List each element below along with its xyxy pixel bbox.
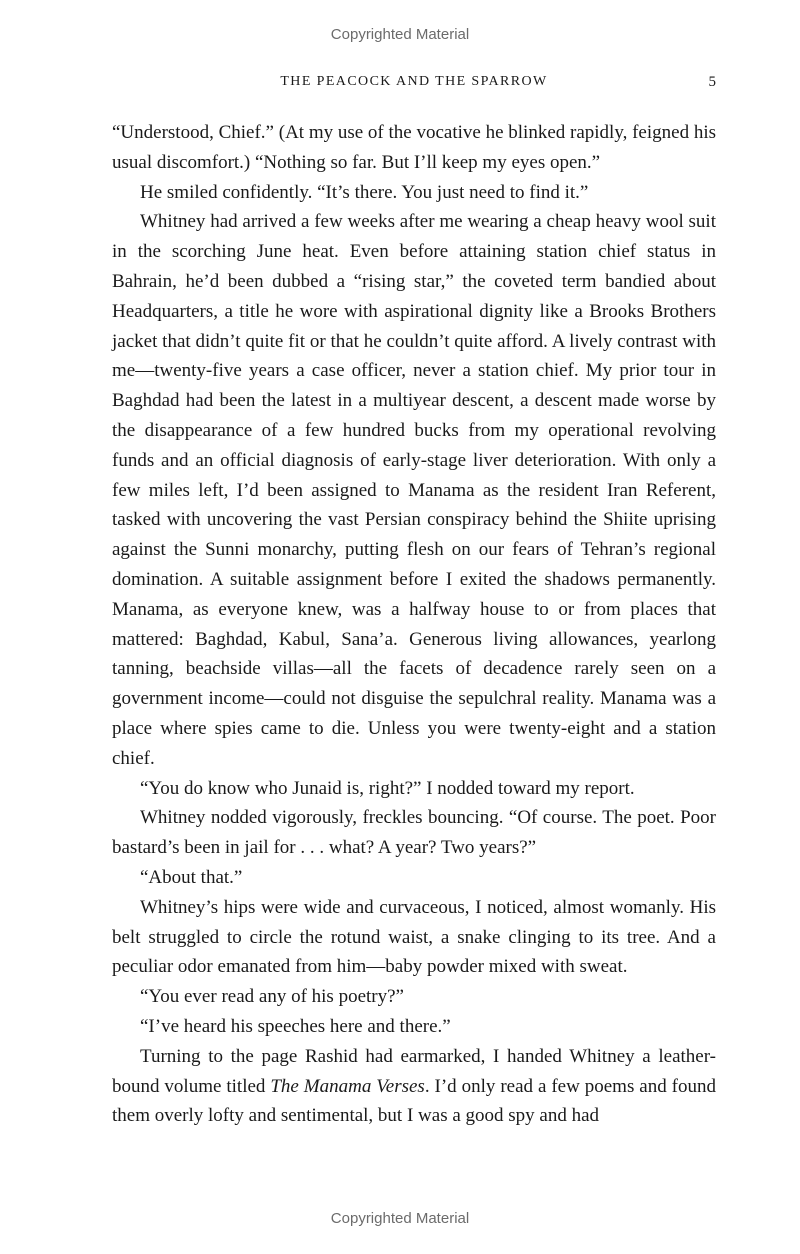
page-number: 5 — [708, 74, 716, 90]
paragraph-1: “Understood, Chief.” (At my use of the vocative he blinked rapidly, feigned his usual discomfort.) “Nothing so far. But I’ll keep my eyes open.” — [112, 122, 716, 173]
paragraph-7: Whitney’s hips were wide and curvaceous, I noticed, almost womanly. His belt struggled to circle the rotund waist, a snake clinging to its tree. And a peculiar odor emanated from him—baby powder mixed with sweat. — [112, 896, 716, 978]
paragraph-3: Whitney had arrived a few weeks after me wearing a cheap heavy wool suit in the scorching June heat. Even before attaining station chief status in Bahrain, he’d been dubbed a “rising star,” the coveted term bandied about Headquarters, a title he wore with aspirational dignity like a Brooks Brothers jacket that didn’t quite fit or that he couldn’t quite afford. A lively contrast with me—twenty-five years a case officer, never a station chief. My prior tour in Baghdad had been the latest in a multiyear descent, a descent made worse by the disappearance of a few hundred bucks from my operational revolving funds and an official diagnosis of early-stage liver deterioration. With only a few miles left, I’d been assigned to Manama as the resident Iran Referent, tasked with uncovering the vast Persian conspiracy behind the Shiite uprising against the Sunni monarchy, putting flesh on our fears of Tehran’s regional domination. A suitable assignment before I exited the shadows permanently. Manama, as everyone knew, was a halfway house to or from places that mattered: Baghdad, Kabul, Sana’a. Generous living allowances, yearlong tanning, beachside villas—all the facets of decadence rarely seen on a government income—could not disguise the sepulchral reality. Manama was a place where spies came to die. Unless you were twenty-eight and a station chief. — [112, 211, 716, 769]
paragraph-2: He smiled confidently. “It’s there. You just need to find it.” — [140, 181, 589, 203]
paragraph-8: “You ever read any of his poetry?” — [140, 986, 404, 1008]
copyright-watermark-top: Copyrighted Material — [330, 26, 470, 43]
running-header — [112, 74, 716, 94]
paragraph-10-text-end: . I’d only read a few poems and found them overly lofty and sentimental, but I was a good spy and had — [112, 1075, 716, 1127]
body-text — [112, 118, 716, 1131]
book-title: The Manama Verses — [270, 1075, 425, 1097]
paragraph-6: “About that.” — [140, 866, 243, 888]
copyright-watermark-bottom: Copyrighted Material — [330, 1210, 470, 1227]
paragraph-10 — [112, 1042, 716, 1131]
running-title: THE PEACOCK AND THE SPARROW — [280, 74, 548, 89]
paragraph-9: “I’ve heard his speeches here and there.” — [140, 1015, 451, 1037]
paragraph-4: “You do know who Junaid is, right?” I nodded toward my report. — [140, 777, 635, 799]
paragraph-10-text-start: Turning to the page Rashid had earmarked, I handed Whitney a leather-bound volume titled — [112, 1045, 716, 1097]
paragraph-5: Whitney nodded vigorously, freckles bouncing. “Of course. The poet. Poor bastard’s been in jail for . . . what? A year? Two years?” — [112, 807, 716, 859]
